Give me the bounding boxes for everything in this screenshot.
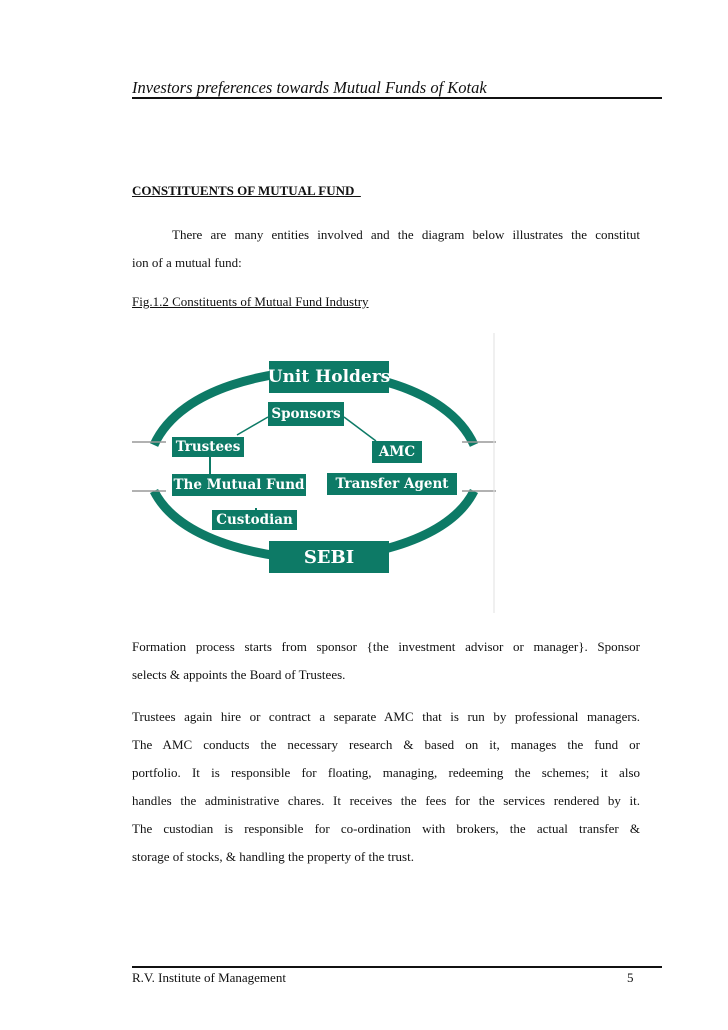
trustees-line-3: portfolio. It is responsible for floating, managing, redeeming the schemes; it also [132,765,640,780]
intro-paragraph [132,221,640,277]
formation-line-1: Formation process starts from sponsor {the investment advisor or manager}. Sponsor [132,639,640,654]
custodian-box: Custodian [212,510,297,530]
formation-paragraph [132,633,640,689]
sponsors-amc-connector [344,417,376,441]
sebi-box: SEBI [269,541,389,573]
header-rule [132,97,662,99]
figure-caption: Fig.1.2 Constituents of Mutual Fund Industry [132,294,369,309]
trustees-line-6: storage of stocks, & handling the property of the trust. [132,849,414,864]
footer-institute: R.V. Institute of Management [132,970,286,985]
intro-line-1: There are many entities involved and the diagram below illustrates the constitut [172,227,640,242]
unit-holders-box: Unit Holders [269,361,389,393]
section-heading: CONSTITUENTS OF MUTUAL FUND [132,183,361,198]
page-number: 5 [627,970,634,985]
trustees-line-5: The custodian is responsible for co-ordination with brokers, the actual transfer & [132,821,640,836]
transfer-agent-box: Transfer Agent [327,473,457,495]
mutual-fund-box: The Mutual Fund [172,474,306,496]
trustees-box: Trustees [172,437,244,457]
intro-line-2: ion of a mutual fund: [132,255,242,270]
trustees-paragraph [132,703,640,871]
page-header-title: Investors preferences towards Mutual Funds of Kotak [132,78,487,97]
footer-rule [132,966,662,968]
trustees-line-2: The AMC conducts the necessary research & based on it, manages the fund or [132,737,640,752]
amc-box: AMC [372,441,422,463]
sponsors-box: Sponsors [268,402,344,426]
trustees-line-4: handles the administrative chares. It receives the fees for the services rendered by it. [132,793,640,808]
constituents-diagram [132,333,496,613]
trustees-line-1: Trustees again hire or contract a separate AMC that is run by professional managers. [132,709,640,724]
formation-line-2: selects & appoints the Board of Trustees. [132,667,346,682]
sponsors-trustees-connector [237,417,268,435]
